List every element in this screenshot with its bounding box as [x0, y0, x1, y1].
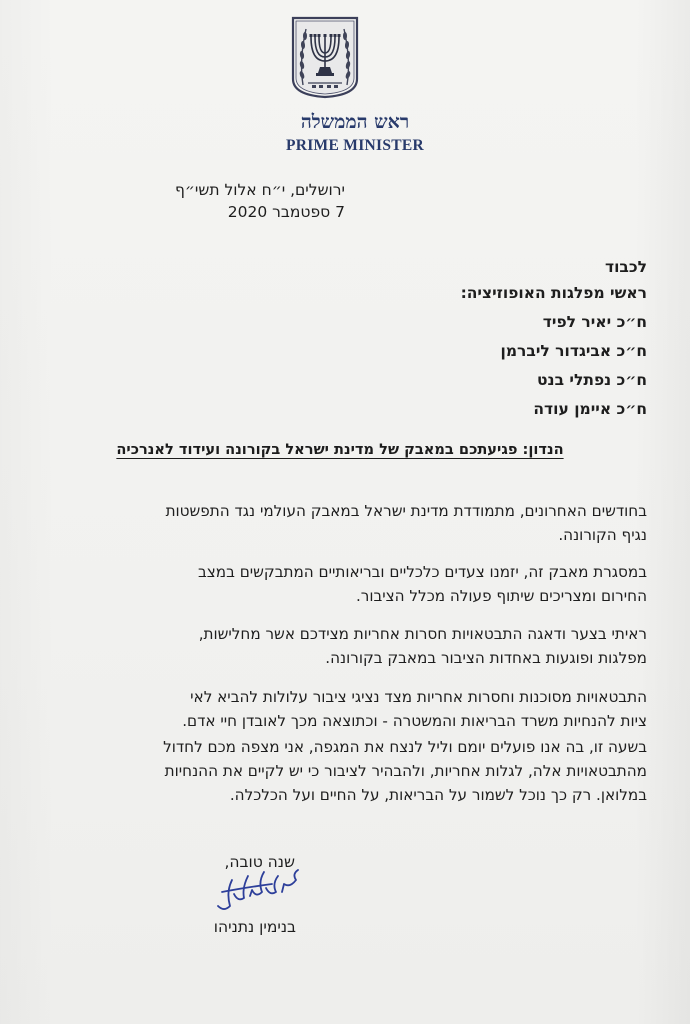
date-gregorian: 7 ספטמבר 2020 — [227, 203, 345, 221]
paragraph-line: התבטאויות מסוכנות וחסרות אחריות מצד נציגי ציבור עלולות להביא לאי — [190, 688, 647, 706]
salutation: לכבוד — [604, 258, 647, 276]
recipient-name: ח״כ אביגדור ליברמן — [500, 342, 647, 360]
paragraph-line: ראיתי בצער ודאגה התבטאויות חסרות אחריות מצידכם אשר מחלישות, — [198, 625, 647, 643]
paragraph-line: מהתבטאויות אלה, לגלות אחריות, ולהבהיר לציבור כי יש לקיים את ההנחיות — [164, 762, 647, 780]
paragraph-line: החירום ומצריכים שיתוף פעולה מכלל הציבור. — [355, 587, 647, 605]
body-paragraph — [37, 560, 647, 608]
recipient-group: ראשי מפלגות האופוזיציה: — [460, 284, 647, 302]
body-paragraph — [37, 499, 647, 547]
recipient-name: ח״כ יאיר לפיד — [542, 313, 647, 331]
paragraph-line: מפלגות ופוגעות באחדות הציבור במאבק בקורונה. — [325, 649, 647, 667]
paragraph-line: בחודשים האחרונים, מתמודדת מדינת ישראל במאבק העולמי נגד התפשטות — [165, 502, 647, 520]
paragraph-line: בשעה זו, בה אנו פועלים יומם וליל לנצח את המגפה, אני מצפה מכם לחדול — [163, 738, 647, 756]
signatory-name: בנימין נתניהו — [213, 918, 296, 936]
body-paragraph — [37, 622, 647, 670]
recipient-name: ח״כ איימן עודה — [533, 400, 647, 418]
body-paragraph — [37, 735, 647, 807]
paragraph-line: במסגרת מאבק זה, יזמנו צעדים כלכליים ובריאותיים המתבקשים במצב — [197, 563, 647, 581]
paragraph-line: ציות להנחיות משרד הבריאות והמשטרה - וכתוצאה מכך לאובדן חיי אדם. — [182, 712, 647, 730]
closing-greeting: שנה טובה, — [224, 853, 295, 871]
paragraph-line: נגיף הקורונה. — [558, 526, 647, 544]
office-title-hebrew: ראש הממשלה — [300, 111, 410, 133]
date-hebrew: ירושלים, י״ח אלול תשי״ף — [174, 181, 345, 199]
recipient-name: ח״כ נפתלי בנט — [537, 371, 647, 389]
state-of-israel-emblem-icon — [290, 15, 360, 99]
handwritten-signature-icon — [212, 862, 307, 920]
body-paragraph — [37, 685, 647, 733]
office-title-english: PRIME MINISTER — [285, 137, 425, 154]
paragraph-line: במלואן. רק כך נוכל לשמור על הבריאות, על החיים ועל הכלכלה. — [229, 786, 647, 804]
subject-line: הנדון: פגיעתכם במאבק של מדינת ישראל בקורונה ועידוד לאנרכיה — [116, 441, 564, 458]
